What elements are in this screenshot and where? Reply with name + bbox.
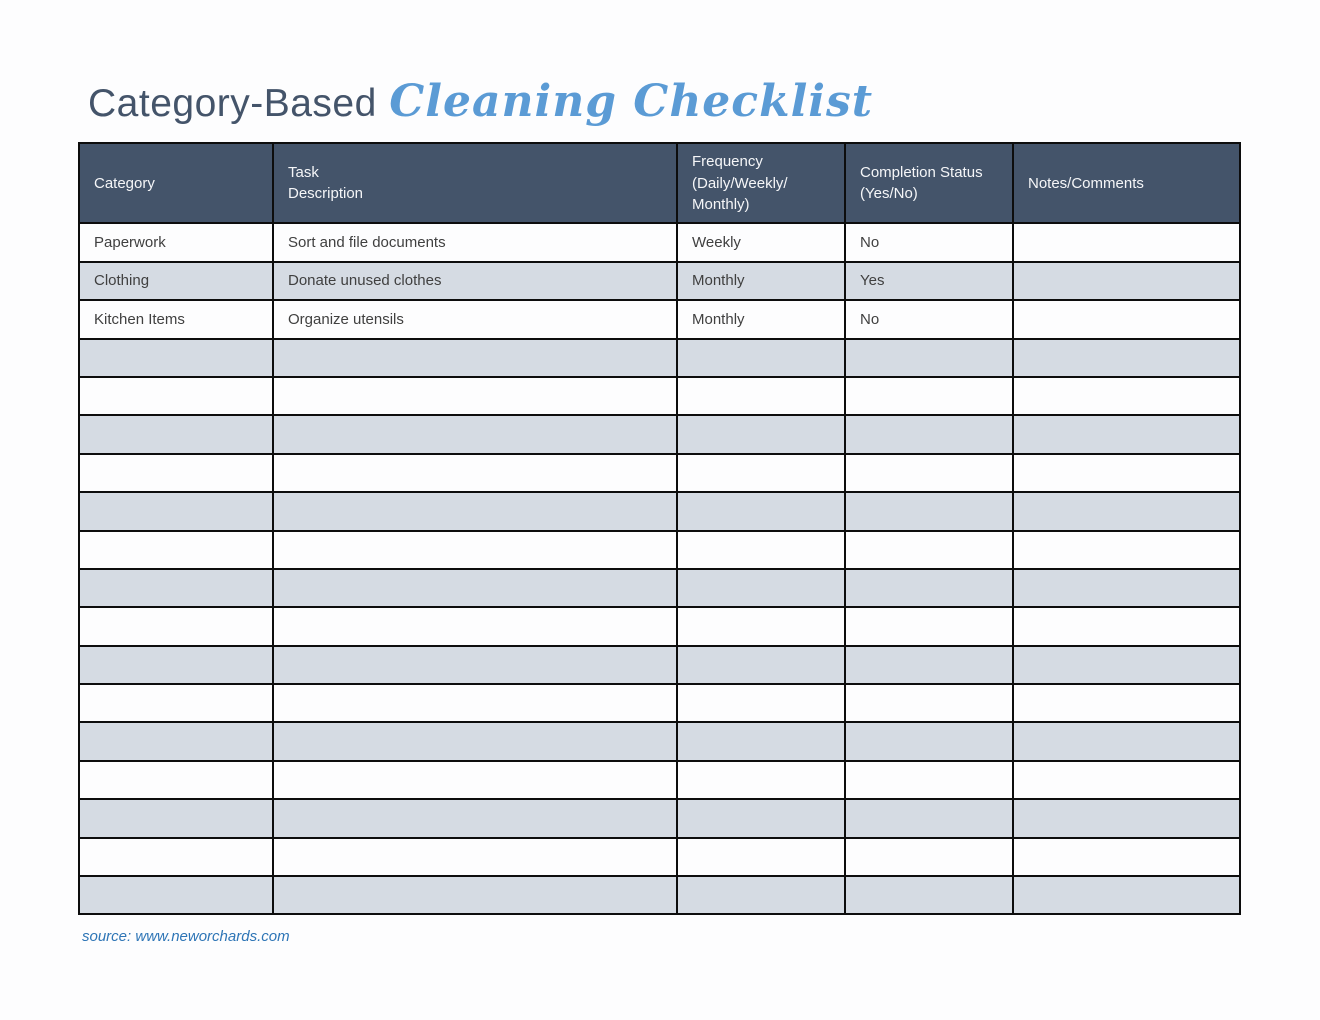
table-cell-task-description	[273, 339, 677, 377]
column-header-notes-comments: Notes/Comments	[1013, 143, 1240, 223]
table-row	[79, 377, 1240, 415]
table-cell-completion-status	[845, 799, 1013, 837]
table-cell-notes-comments	[1013, 223, 1240, 261]
table-cell-notes-comments	[1013, 799, 1240, 837]
table-row	[79, 646, 1240, 684]
table-cell-task-description	[273, 684, 677, 722]
table-cell-notes-comments	[1013, 415, 1240, 453]
column-header-task-description: Task Description	[273, 143, 677, 223]
table-cell-category	[79, 607, 273, 645]
page-title-regular: Category-Based	[88, 82, 377, 125]
table-row	[79, 761, 1240, 799]
table-cell-notes-comments	[1013, 684, 1240, 722]
table-row	[79, 492, 1240, 530]
table-cell-completion-status	[845, 876, 1013, 914]
table-cell-category	[79, 799, 273, 837]
table-cell-notes-comments	[1013, 339, 1240, 377]
table-cell-frequency: Weekly	[677, 223, 845, 261]
column-header-frequency: Frequency (Daily/Weekly/ Monthly)	[677, 143, 845, 223]
table-row	[79, 607, 1240, 645]
table-row	[79, 262, 1240, 300]
table-cell-task-description: Organize utensils	[273, 300, 677, 338]
table-cell-completion-status	[845, 531, 1013, 569]
table-cell-completion-status	[845, 646, 1013, 684]
table-cell-task-description	[273, 722, 677, 760]
table-row	[79, 300, 1240, 338]
table-cell-completion-status	[845, 492, 1013, 530]
table-cell-frequency	[677, 492, 845, 530]
table-cell-completion-status: No	[845, 223, 1013, 261]
table-cell-completion-status	[845, 722, 1013, 760]
source-link[interactable]: source: www.neworchards.com	[82, 928, 290, 946]
table-cell-frequency	[677, 377, 845, 415]
table-cell-frequency	[677, 339, 845, 377]
table-cell-notes-comments	[1013, 722, 1240, 760]
table-header-row	[79, 143, 1240, 223]
table-cell-category	[79, 339, 273, 377]
table-row	[79, 569, 1240, 607]
table-cell-category	[79, 761, 273, 799]
table-cell-task-description: Sort and file documents	[273, 223, 677, 261]
table-cell-notes-comments	[1013, 646, 1240, 684]
table-cell-notes-comments	[1013, 569, 1240, 607]
page-title	[88, 78, 1320, 126]
table-cell-task-description	[273, 838, 677, 876]
table-cell-frequency: Monthly	[677, 300, 845, 338]
table-cell-frequency	[677, 569, 845, 607]
table-cell-completion-status	[845, 761, 1013, 799]
table-cell-notes-comments	[1013, 454, 1240, 492]
table-row	[79, 454, 1240, 492]
table-cell-category	[79, 876, 273, 914]
table-cell-notes-comments	[1013, 876, 1240, 914]
table-cell-notes-comments	[1013, 531, 1240, 569]
table-row	[79, 838, 1240, 876]
table-cell-task-description	[273, 761, 677, 799]
table-cell-notes-comments	[1013, 377, 1240, 415]
table-row	[79, 339, 1240, 377]
table-cell-completion-status	[845, 569, 1013, 607]
table-cell-task-description	[273, 876, 677, 914]
table-cell-category: Clothing	[79, 262, 273, 300]
table-cell-category	[79, 569, 273, 607]
table-cell-notes-comments	[1013, 761, 1240, 799]
table-cell-category	[79, 454, 273, 492]
page-title-script: Cleaning Checklist	[389, 76, 874, 127]
table-cell-completion-status	[845, 684, 1013, 722]
column-header-completion-status: Completion Status (Yes/No)	[845, 143, 1013, 223]
table-cell-task-description	[273, 531, 677, 569]
table-cell-frequency: Monthly	[677, 262, 845, 300]
table-cell-category	[79, 531, 273, 569]
table-cell-completion-status	[845, 415, 1013, 453]
table-row	[79, 722, 1240, 760]
table-cell-completion-status	[845, 339, 1013, 377]
table-cell-category: Paperwork	[79, 223, 273, 261]
table-row	[79, 223, 1240, 261]
table-cell-frequency	[677, 876, 845, 914]
table-row	[79, 876, 1240, 914]
table-cell-frequency	[677, 415, 845, 453]
table-cell-frequency	[677, 531, 845, 569]
table-cell-frequency	[677, 646, 845, 684]
table-cell-frequency	[677, 607, 845, 645]
table-cell-category	[79, 415, 273, 453]
table-cell-frequency	[677, 799, 845, 837]
table-cell-notes-comments	[1013, 838, 1240, 876]
table-cell-notes-comments	[1013, 262, 1240, 300]
table-cell-completion-status	[845, 377, 1013, 415]
table-row	[79, 415, 1240, 453]
table-row	[79, 799, 1240, 837]
table-cell-notes-comments	[1013, 492, 1240, 530]
table-cell-task-description	[273, 454, 677, 492]
table-cell-frequency	[677, 454, 845, 492]
table-cell-completion-status: No	[845, 300, 1013, 338]
table-cell-frequency	[677, 722, 845, 760]
table-cell-notes-comments	[1013, 300, 1240, 338]
table-cell-task-description	[273, 799, 677, 837]
table-cell-completion-status	[845, 838, 1013, 876]
table-cell-category	[79, 684, 273, 722]
table-cell-task-description: Donate unused clothes	[273, 262, 677, 300]
table-row	[79, 684, 1240, 722]
table-cell-category: Kitchen Items	[79, 300, 273, 338]
table-cell-task-description	[273, 415, 677, 453]
table-cell-task-description	[273, 569, 677, 607]
table-cell-category	[79, 838, 273, 876]
table-cell-category	[79, 377, 273, 415]
table-cell-frequency	[677, 838, 845, 876]
table-cell-completion-status: Yes	[845, 262, 1013, 300]
table-cell-completion-status	[845, 454, 1013, 492]
table-cell-category	[79, 492, 273, 530]
cleaning-checklist-table	[78, 142, 1241, 915]
table-row	[79, 531, 1240, 569]
table-cell-task-description	[273, 607, 677, 645]
table-cell-notes-comments	[1013, 607, 1240, 645]
table-cell-task-description	[273, 492, 677, 530]
table-cell-task-description	[273, 377, 677, 415]
table-cell-frequency	[677, 761, 845, 799]
table-cell-category	[79, 646, 273, 684]
table-cell-completion-status	[845, 607, 1013, 645]
table-cell-frequency	[677, 684, 845, 722]
table-cell-category	[79, 722, 273, 760]
column-header-category: Category	[79, 143, 273, 223]
table-cell-task-description	[273, 646, 677, 684]
